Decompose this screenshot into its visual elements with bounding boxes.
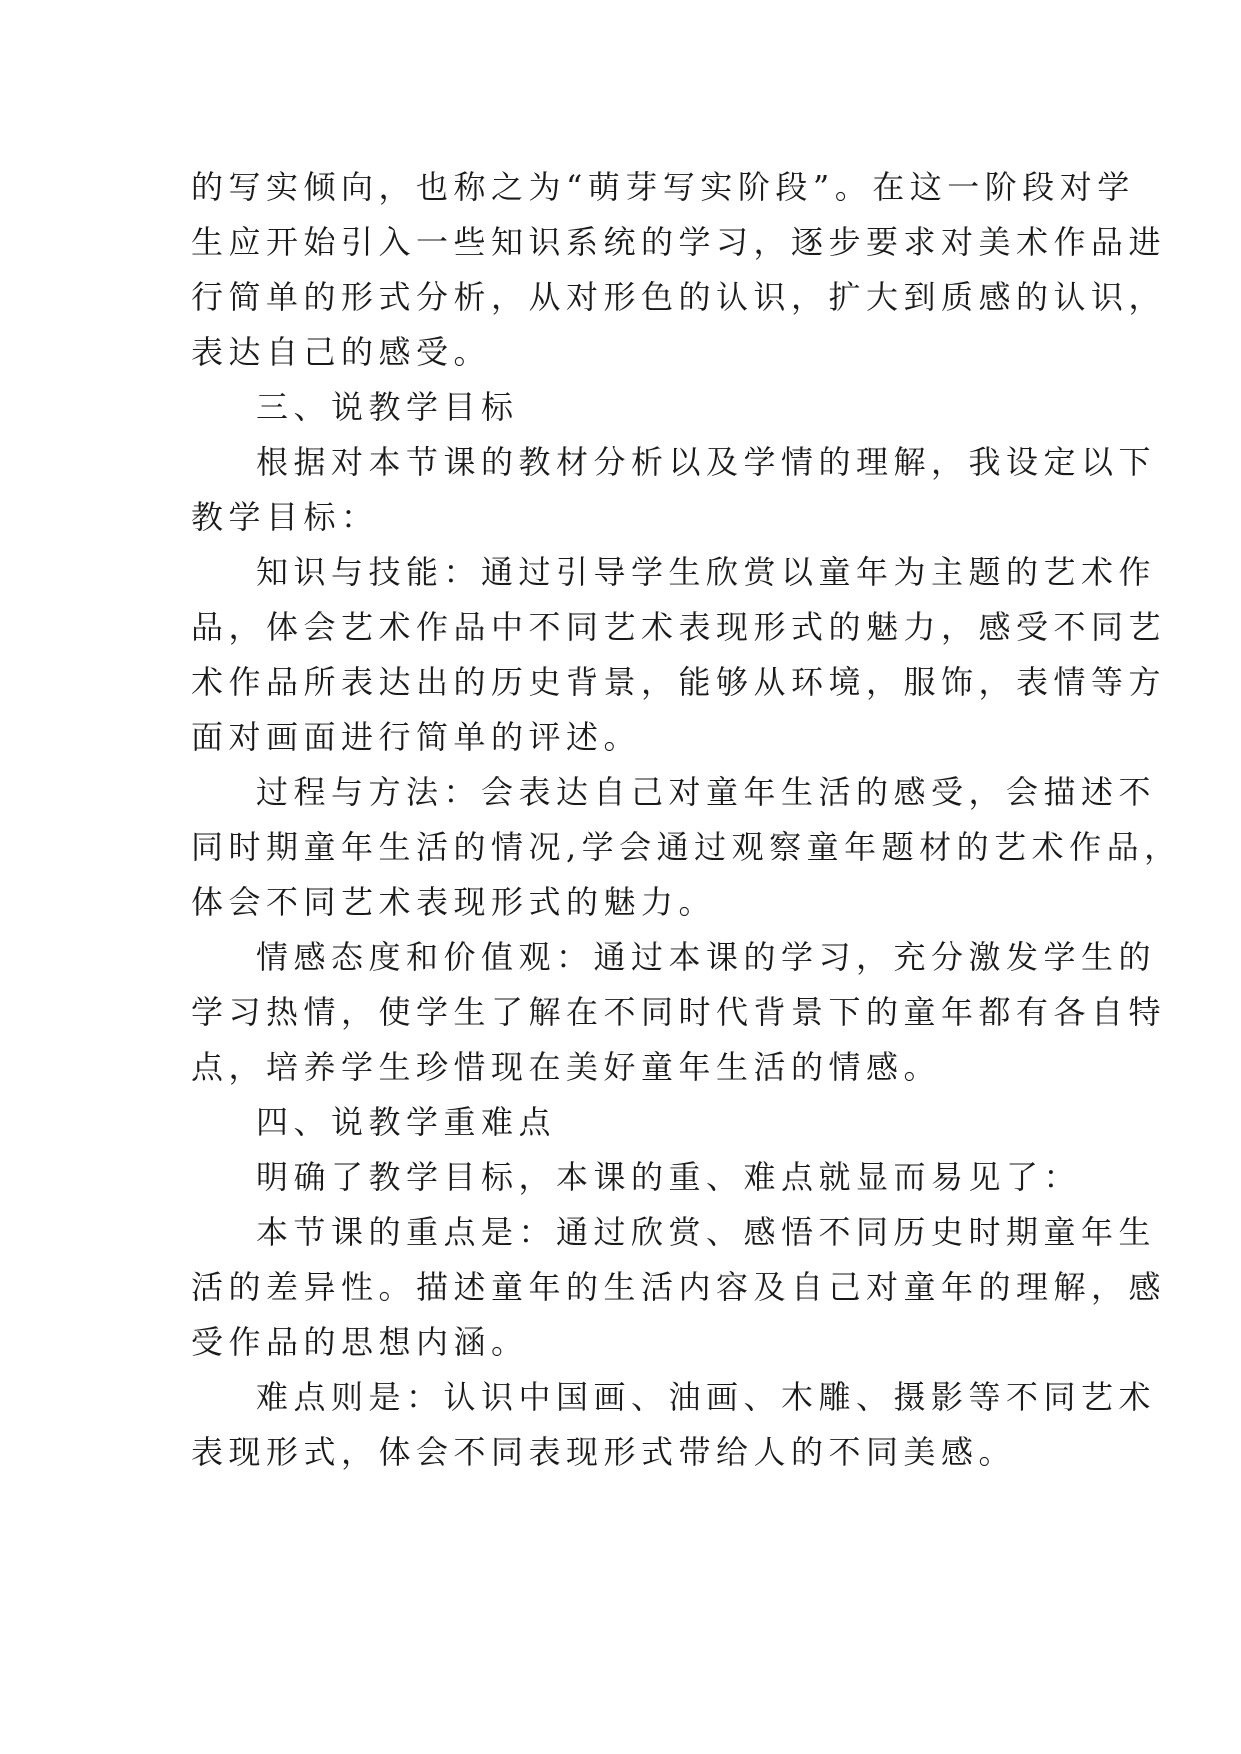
paragraph-line: 的写实倾向，也称之为“萌芽写实阶段”。在这一阶段对学 [191, 168, 1135, 206]
document-body [191, 160, 1182, 1480]
paragraph-line: 过程与方法：会表达自己对童年生活的感受，会描述不 [256, 773, 1157, 811]
paragraph-line: 学习热情，使学生了解在不同时代背景下的童年都有各自特 [191, 993, 1167, 1031]
paragraph-line: 活的差异性。描述童年的生活内容及自己对童年的理解，感 [191, 1268, 1167, 1306]
paragraph-line: 情感态度和价值观：通过本课的学习，充分激发学生的 [256, 938, 1157, 976]
paragraph-line: 受作品的思想内涵。 [191, 1323, 529, 1361]
paragraph-line: 根据对本节课的教材分析以及学情的理解，我设定以下 [256, 443, 1157, 481]
paragraph-line: 表现形式，体会不同表现形式带给人的不同美感。 [191, 1433, 1017, 1471]
paragraph-line: 同时期童年生活的情况,学会通过观察童年题材的艺术作品， [191, 828, 1182, 866]
paragraph-line: 术作品所表达出的历史背景，能够从环境，服饰，表情等方 [191, 663, 1167, 701]
paragraph-line: 难点则是：认识中国画、油画、木雕、摄影等不同艺术 [256, 1378, 1157, 1416]
paragraph-line: 点，培养学生珍惜现在美好童年生活的情感。 [191, 1048, 942, 1086]
paragraph-line: 行简单的形式分析，从对形色的认识，扩大到质感的认识， [191, 278, 1167, 316]
section-heading-key-points: 四、说教学重难点 [256, 1103, 557, 1141]
section-heading-objectives: 三、说教学目标 [256, 388, 519, 426]
paragraph-line: 本节课的重点是：通过欣赏、感悟不同历史时期童年生 [256, 1213, 1157, 1251]
paragraph-line: 面对画面进行简单的评述。 [191, 718, 642, 756]
paragraph-line: 明确了教学目标，本课的重、难点就显而易见了： [256, 1158, 1082, 1196]
paragraph-line: 表达自己的感受。 [191, 333, 492, 371]
paragraph-line: 教学目标： [191, 498, 379, 536]
paragraph-line: 生应开始引入一些知识系统的学习，逐步要求对美术作品进 [191, 223, 1167, 261]
paragraph-line: 品，体会艺术作品中不同艺术表现形式的魅力，感受不同艺 [191, 608, 1167, 646]
paragraph-line: 知识与技能：通过引导学生欣赏以童年为主题的艺术作 [256, 553, 1157, 591]
paragraph-line: 体会不同艺术表现形式的魅力。 [191, 883, 717, 921]
